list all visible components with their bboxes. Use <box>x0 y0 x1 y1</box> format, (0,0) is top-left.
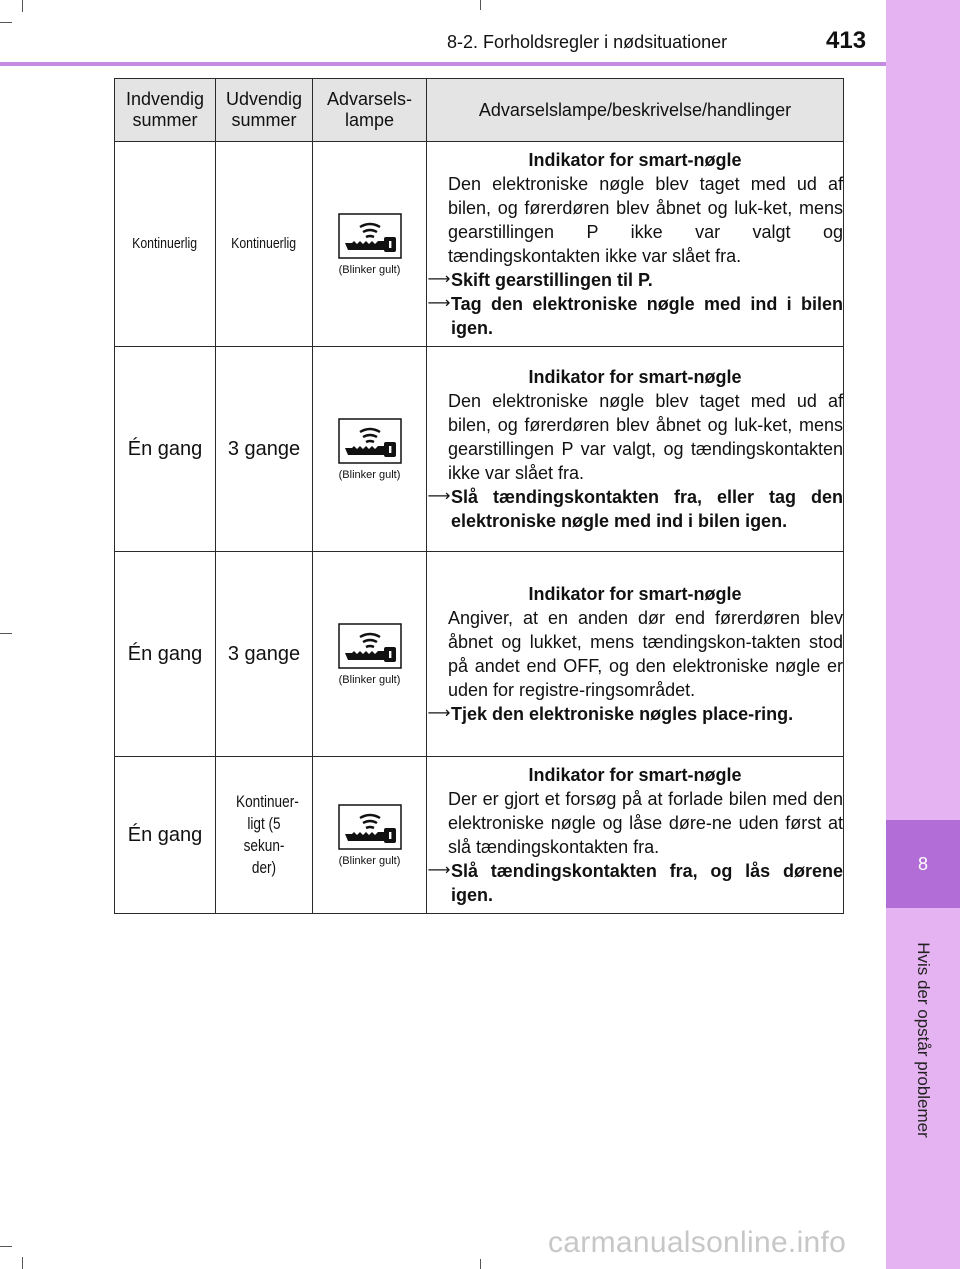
description-text: Der er gjort et forsøg på at forlade bilen med den elektroniske nøgle og låse døre-ne uden først at slå tændingskontakten fra. <box>448 789 843 857</box>
inside-buzzer-value: Kontinuerlig <box>132 235 198 252</box>
lamp-caption: (Blinker gult) <box>338 468 401 481</box>
outside-buzzer-cell <box>216 552 313 757</box>
crop-mark <box>0 22 12 23</box>
arrow-right-icon: ⟶ <box>427 295 451 312</box>
lamp-cell <box>313 347 427 552</box>
description-title: Indikator for smart-nøgle <box>528 367 742 387</box>
lamp-caption: (Blinker gult) <box>338 263 401 276</box>
arrow-right-icon: ⟶ <box>427 705 451 722</box>
description-text: Den elektroniske nøgle blev taget med ud af bilen, og førerdøren blev åbnet og luk-ket, mens gearstillingen P ikke var valgt og tændingskontakten ikke var slået fra. <box>448 174 843 266</box>
description-title: Indikator for smart-nøgle <box>528 150 742 170</box>
arrow-right-icon: ⟶ <box>427 862 451 879</box>
watermark[interactable]: carmanualsonline.info <box>548 1226 847 1259</box>
action-item <box>427 859 843 907</box>
inside-buzzer-value: Én gang <box>127 642 203 665</box>
lamp-caption: (Blinker gult) <box>338 673 401 686</box>
header-rule <box>0 62 886 66</box>
outside-buzzer-value: 3 gange <box>227 642 301 665</box>
lamp-cell <box>313 142 427 347</box>
arrow-right-icon: ⟶ <box>427 271 451 288</box>
lamp-caption: (Blinker gult) <box>338 854 401 867</box>
table-row <box>115 347 844 552</box>
header-warning-lamp: Advarsels-lampe <box>313 79 427 142</box>
action-item <box>427 702 843 726</box>
action-text: Tag den elektroniske nøgle med ind i bilen igen. <box>451 294 843 338</box>
header-inside-buzzer: Indvendig summer <box>115 79 216 142</box>
inside-buzzer-cell <box>115 552 216 757</box>
description-text: Den elektroniske nøgle blev taget med ud af bilen, og førerdøren blev åbnet og luk-ket, mens gearstillingen P var valgt, og tændingskontakten ikke var slået fra. <box>448 391 843 483</box>
outside-buzzer-value: Kontinuerlig <box>231 235 297 252</box>
description-title: Indikator for smart-nøgle <box>528 584 742 604</box>
crop-mark <box>0 1246 12 1247</box>
outside-buzzer-value: Kontinuer-ligt (5 sekun-der) <box>236 792 299 877</box>
smart-key-warning-icon <box>338 623 402 669</box>
action-item <box>427 292 843 340</box>
action-item <box>427 485 843 533</box>
outside-buzzer-cell <box>216 142 313 347</box>
table-row <box>115 552 844 757</box>
table-row <box>115 142 844 347</box>
description-cell <box>427 757 844 914</box>
crop-mark <box>22 1257 23 1269</box>
smart-key-warning-icon <box>338 804 402 850</box>
action-text: Slå tændingskontakten fra, eller tag den elektroniske nøgle med ind i bilen igen. <box>451 487 843 531</box>
inside-buzzer-value: Én gang <box>127 823 203 846</box>
header-description: Advarselslampe/beskrivelse/handlinger <box>427 79 844 142</box>
smart-key-warning-icon <box>338 213 402 259</box>
description-cell <box>427 142 844 347</box>
outside-buzzer-value: 3 gange <box>227 437 301 460</box>
inside-buzzer-cell <box>115 142 216 347</box>
action-text: Skift gearstillingen til P. <box>451 270 653 290</box>
table-header-row <box>115 79 844 142</box>
crop-mark <box>0 633 12 634</box>
table-row <box>115 757 844 914</box>
action-text: Slå tændingskontakten fra, og lås dørene igen. <box>451 861 843 905</box>
smart-key-warning-icon <box>338 418 402 464</box>
lamp-cell <box>313 757 427 914</box>
action-item <box>427 268 843 292</box>
inside-buzzer-cell <box>115 757 216 914</box>
section-title: 8-2. Forholdsregler i nødsituationer <box>447 32 728 52</box>
outside-buzzer-cell <box>216 757 313 914</box>
action-text: Tjek den elektroniske nøgles place-ring. <box>451 704 794 724</box>
inside-buzzer-cell <box>115 347 216 552</box>
crop-mark <box>480 0 481 10</box>
lamp-cell <box>313 552 427 757</box>
description-text: Angiver, at en anden dør end førerdøren blev åbnet og lukket, mens tændingskon-takten stod på andet end OFF, og den elektroniske nøgle er uden for registre-ringsområdet. <box>448 608 843 700</box>
description-title: Indikator for smart-nøgle <box>528 765 742 785</box>
warning-table <box>114 78 844 914</box>
crop-mark <box>480 1259 481 1269</box>
header-outside-buzzer: Udvendig summer <box>216 79 313 142</box>
description-cell <box>427 347 844 552</box>
crop-mark <box>22 0 23 12</box>
arrow-right-icon: ⟶ <box>427 488 451 505</box>
chapter-number[interactable]: 8 <box>886 820 960 908</box>
page-number: 413 <box>826 27 867 54</box>
chapter-title: Hvis der opstår problemer <box>914 942 933 1138</box>
description-cell <box>427 552 844 757</box>
inside-buzzer-value: Én gang <box>127 437 203 460</box>
outside-buzzer-cell <box>216 347 313 552</box>
